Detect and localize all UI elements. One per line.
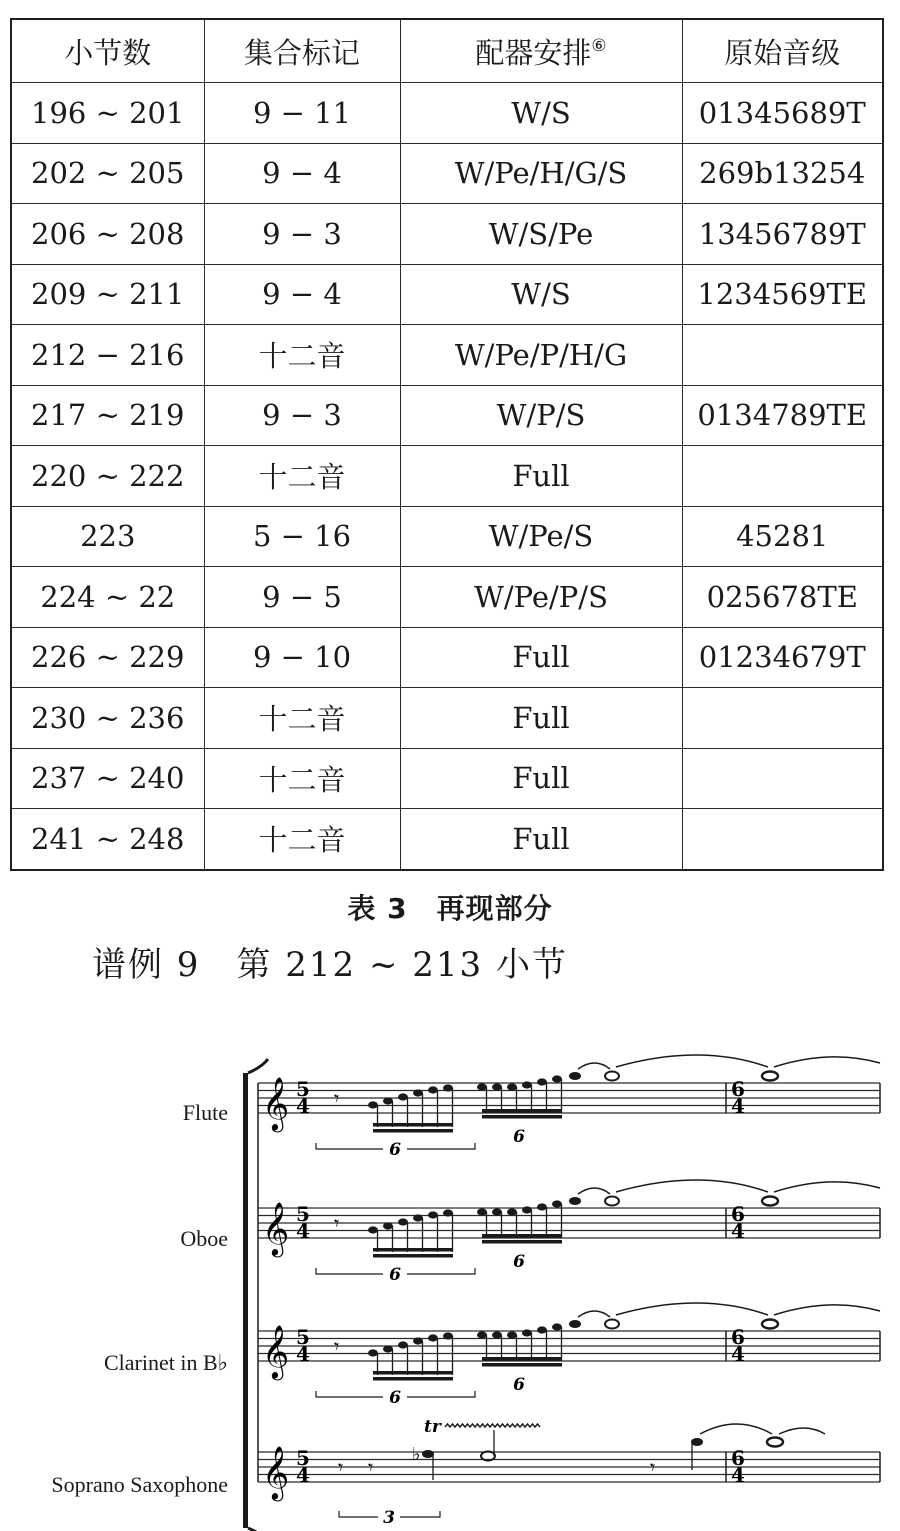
time-signature-top: 6 — [731, 1077, 745, 1101]
cell-pitch-classes: 45281 — [682, 506, 883, 567]
note-head — [492, 1208, 502, 1215]
music-score — [0, 1030, 900, 1531]
eighth-rest: 𝄾 — [334, 1211, 340, 1235]
table-row — [11, 204, 883, 265]
cell-measures: 206 ~ 208 — [11, 204, 204, 265]
whole-note-head — [762, 1197, 778, 1206]
note-head — [477, 1331, 487, 1338]
tie — [616, 1303, 768, 1315]
note-head — [537, 1203, 547, 1210]
note-head — [477, 1083, 487, 1090]
note-head — [413, 1337, 423, 1344]
note-head — [443, 1209, 453, 1216]
cell-measures: 220 ~ 222 — [11, 446, 204, 507]
note-head — [569, 1072, 581, 1080]
note-head — [507, 1083, 517, 1090]
cell-set-class: 十二音 — [204, 688, 400, 749]
time-signature-bottom: 4 — [731, 1094, 745, 1118]
cell-pitch-classes — [682, 325, 883, 386]
footnote-marker: ⑥ — [591, 35, 607, 56]
cell-set-class: 9 − 11 — [204, 83, 400, 144]
cell-orchestration: Full — [400, 809, 682, 870]
tuplet-number: 6 — [389, 1265, 401, 1285]
tuplet-number: 6 — [389, 1140, 401, 1160]
beam — [482, 1109, 562, 1113]
cell-orchestration: Full — [400, 627, 682, 688]
table-row — [11, 809, 883, 870]
tie — [774, 1305, 880, 1315]
cell-orchestration: W/Pe/S — [400, 506, 682, 567]
tuplet-number: 6 — [513, 1127, 525, 1147]
cell-measures: 230 ~ 236 — [11, 688, 204, 749]
cell-pitch-classes: 01345689T — [682, 83, 883, 144]
cell-set-class: 十二音 — [204, 446, 400, 507]
note-head — [569, 1320, 581, 1328]
header-orchestration — [400, 19, 682, 83]
note-head — [383, 1345, 393, 1352]
note-head — [537, 1326, 547, 1333]
instrument-label-flute: Flute — [182, 1100, 228, 1125]
header-orchestration-label: 配器安排 — [475, 35, 592, 70]
cell-measures: 237 ~ 240 — [11, 748, 204, 809]
half-note-head — [605, 1320, 619, 1329]
note-head — [428, 1086, 438, 1093]
table-row — [11, 506, 883, 567]
beam — [482, 1357, 562, 1361]
note-head — [522, 1329, 532, 1336]
cell-set-class: 十二音 — [204, 325, 400, 386]
cell-measures: 241 ~ 248 — [11, 809, 204, 870]
cell-measures: 202 ~ 205 — [11, 143, 204, 204]
cell-set-class: 9 − 4 — [204, 264, 400, 325]
note-head — [422, 1450, 434, 1458]
note-head — [569, 1197, 581, 1205]
note-head — [443, 1332, 453, 1339]
half-note-head — [605, 1072, 619, 1081]
eighth-rest: 𝄾 — [368, 1455, 374, 1479]
time-signature-bottom: 4 — [296, 1094, 310, 1118]
measures-table-container — [10, 18, 882, 871]
note-head — [443, 1084, 453, 1091]
cell-measures: 196 ~ 201 — [11, 83, 204, 144]
time-signature-top: 6 — [731, 1325, 745, 1349]
time-signature-bottom: 4 — [731, 1219, 745, 1243]
note-head — [552, 1075, 562, 1082]
eighth-rest: 𝄾 — [338, 1455, 344, 1479]
cell-pitch-classes — [682, 809, 883, 870]
cell-orchestration: W/Pe/P/H/G — [400, 325, 682, 386]
instrument-label-clarinet: Clarinet in B♭ — [103, 1350, 228, 1375]
cell-set-class: 十二音 — [204, 809, 400, 870]
cell-orchestration: W/P/S — [400, 385, 682, 446]
whole-note-head — [762, 1072, 778, 1081]
table-row — [11, 143, 883, 204]
tie — [774, 1057, 880, 1067]
instrument-label-soprano-sax: Soprano Saxophone — [51, 1472, 228, 1497]
measures-table — [10, 18, 884, 871]
beam — [373, 1248, 453, 1252]
header-measures: 小节数 — [11, 19, 204, 83]
table-row — [11, 627, 883, 688]
cell-measures: 209 ~ 211 — [11, 264, 204, 325]
time-signature-bottom: 4 — [731, 1463, 745, 1487]
beam — [482, 1115, 562, 1119]
tie — [616, 1055, 768, 1067]
cell-orchestration: Full — [400, 688, 682, 749]
table-caption: 表 3 再现部分 — [347, 892, 553, 925]
note-head — [428, 1334, 438, 1341]
time-signature-bottom: 4 — [296, 1219, 310, 1243]
cell-pitch-classes: 1234569TE — [682, 264, 883, 325]
beam — [482, 1240, 562, 1244]
tie — [779, 1428, 825, 1434]
cell-orchestration: W/S — [400, 83, 682, 144]
table-row — [11, 264, 883, 325]
cell-orchestration: W/Pe/H/G/S — [400, 143, 682, 204]
instrument-label-oboe: Oboe — [180, 1226, 228, 1251]
cell-pitch-classes — [682, 748, 883, 809]
cell-orchestration: W/S/Pe — [400, 204, 682, 265]
cell-orchestration: W/S — [400, 264, 682, 325]
note-head — [537, 1078, 547, 1085]
tie — [616, 1180, 768, 1192]
note-head — [368, 1349, 378, 1356]
tuplet-number: 3 — [383, 1508, 395, 1528]
note-head — [383, 1222, 393, 1229]
tie — [774, 1182, 880, 1192]
cell-pitch-classes: 0134789TE — [682, 385, 883, 446]
cell-set-class: 9 − 3 — [204, 385, 400, 446]
cell-orchestration: Full — [400, 446, 682, 507]
tie — [578, 1188, 610, 1194]
cell-orchestration: W/Pe/P/S — [400, 567, 682, 628]
cell-measures: 224 ~ 22 — [11, 567, 204, 628]
cell-pitch-classes: 01234679T — [682, 627, 883, 688]
note-head — [552, 1200, 562, 1207]
cell-measures: 226 ~ 229 — [11, 627, 204, 688]
note-head — [507, 1208, 517, 1215]
note-head — [398, 1218, 408, 1225]
note-head — [398, 1341, 408, 1348]
time-signature-top: 5 — [296, 1446, 310, 1470]
table-row — [11, 83, 883, 144]
tie — [700, 1424, 772, 1434]
cell-pitch-classes — [682, 688, 883, 749]
tuplet-number: 6 — [389, 1388, 401, 1408]
table-row — [11, 748, 883, 809]
score-notation — [0, 1030, 900, 1531]
table-row — [11, 325, 883, 386]
cell-orchestration: Full — [400, 748, 682, 809]
time-signature-bottom: 4 — [731, 1342, 745, 1366]
whole-note-head — [762, 1320, 778, 1329]
table-row — [11, 567, 883, 628]
cell-measures: 223 — [11, 506, 204, 567]
time-signature-top: 6 — [731, 1446, 745, 1470]
note-head — [398, 1093, 408, 1100]
beam — [373, 1129, 453, 1133]
bracket-top-hook — [248, 1059, 268, 1073]
cell-set-class: 5 − 16 — [204, 506, 400, 567]
whole-note-head — [767, 1438, 783, 1447]
cell-pitch-classes — [682, 446, 883, 507]
tie — [578, 1063, 610, 1069]
note-head — [492, 1331, 502, 1338]
eighth-rest: 𝄾 — [650, 1455, 656, 1479]
time-signature-bottom: 4 — [296, 1463, 310, 1487]
time-signature-top: 6 — [731, 1202, 745, 1226]
note-head — [522, 1206, 532, 1213]
example-title: 谱例 9 第 212 ~ 213 小节 — [92, 945, 568, 985]
trill-mark: tr — [424, 1417, 441, 1437]
time-signature-top: 5 — [296, 1325, 310, 1349]
cell-pitch-classes: 025678TE — [682, 567, 883, 628]
beam — [373, 1371, 453, 1375]
note-head — [691, 1438, 703, 1446]
system-bracket — [243, 1073, 248, 1528]
beam — [373, 1377, 453, 1381]
note-head — [413, 1214, 423, 1221]
note-head — [552, 1323, 562, 1330]
treble-clef: 𝄞 — [262, 1201, 290, 1255]
cell-measures: 212 − 216 — [11, 325, 204, 386]
beam — [373, 1254, 453, 1258]
cell-pitch-classes: 13456789T — [682, 204, 883, 265]
note-head — [492, 1083, 502, 1090]
note-head — [428, 1211, 438, 1218]
header-pitch-classes: 原始音级 — [682, 19, 883, 83]
note-head — [413, 1089, 423, 1096]
time-signature-top: 5 — [296, 1077, 310, 1101]
tie — [578, 1311, 610, 1317]
table-row — [11, 385, 883, 446]
cell-set-class: 十二音 — [204, 748, 400, 809]
cell-pitch-classes: 269b13254 — [682, 143, 883, 204]
eighth-rest: 𝄾 — [334, 1086, 340, 1110]
time-signature-top: 5 — [296, 1202, 310, 1226]
eighth-rest: 𝄾 — [334, 1334, 340, 1358]
tuplet-number: 6 — [513, 1252, 525, 1272]
note-head — [383, 1097, 393, 1104]
table-header-row — [11, 19, 883, 83]
note-head — [522, 1081, 532, 1088]
cell-measures: 217 ~ 219 — [11, 385, 204, 446]
cell-set-class: 9 − 3 — [204, 204, 400, 265]
table-row — [11, 446, 883, 507]
flat-accidental: ♭ — [412, 1444, 421, 1465]
header-set-class: 集合标记 — [204, 19, 400, 83]
time-signature-bottom: 4 — [296, 1342, 310, 1366]
cell-set-class: 9 − 4 — [204, 143, 400, 204]
treble-clef: 𝄞 — [262, 1324, 290, 1378]
table-row — [11, 688, 883, 749]
beam — [482, 1234, 562, 1238]
note-head — [368, 1226, 378, 1233]
half-note-head — [605, 1197, 619, 1206]
note-head — [368, 1101, 378, 1108]
note-head — [507, 1331, 517, 1338]
note-head — [477, 1208, 487, 1215]
cell-set-class: 9 − 5 — [204, 567, 400, 628]
treble-clef: 𝄞 — [262, 1076, 290, 1130]
tuplet-number: 6 — [513, 1375, 525, 1395]
treble-clef: 𝄞 — [262, 1445, 290, 1499]
beam — [373, 1123, 453, 1127]
trill-line — [445, 1424, 540, 1427]
beam — [482, 1363, 562, 1367]
cell-set-class: 9 − 10 — [204, 627, 400, 688]
